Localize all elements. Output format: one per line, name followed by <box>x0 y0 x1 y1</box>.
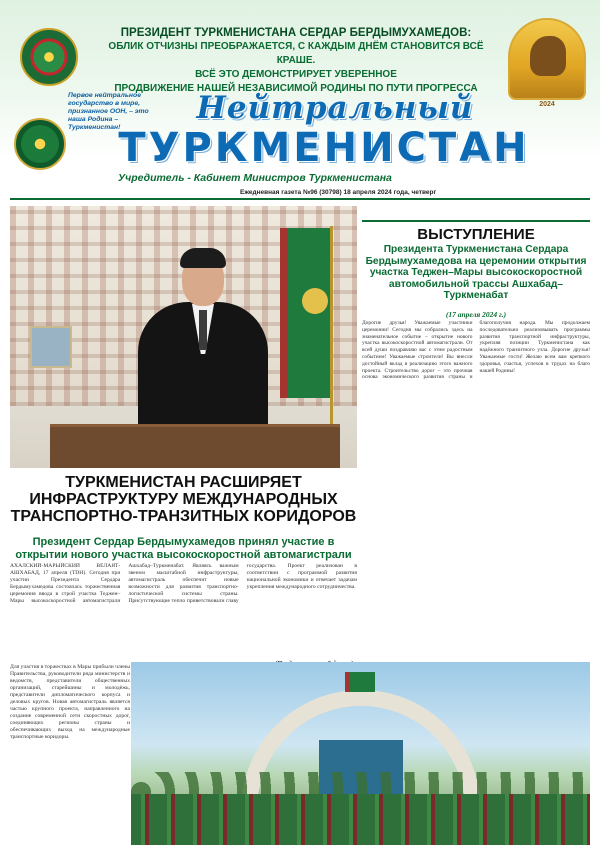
president-photo <box>10 206 357 468</box>
lead-subhead: Президент Сердар Бердымухамедов принял участие в открытии нового участка высокоскоростной автомагистрали <box>15 536 352 561</box>
state-emblem-icon <box>20 28 78 86</box>
speech-subtitle: Президента Туркменистана Сердара Бердымухамедова на церемонии открытия участка Теджен–Мары высокоскоростной автомобильной трассы Ашхабад–Туркменабат <box>365 244 587 301</box>
speech-date: (17 апреля 2024 г.) <box>445 310 507 319</box>
person-tie <box>199 310 207 350</box>
flag-crest-icon <box>302 288 328 314</box>
issue-info: Ежедневная газета №96 (30798) 18 апреля 2024 года, четверг <box>240 189 437 196</box>
year-emblem-icon <box>508 18 586 108</box>
quote-line-3: ВСЁ ЭТО ДЕМОНСТРИРУЕТ УВЕРЕННОЕ <box>195 69 397 80</box>
lead-column: Для участия в торжествах в Мары прибыли члены Правительства, руководители ряда министерств и ведомств, представители общественных организаций, старейшины и молодёжь, представители дипломатического корпуса и деловых кругов. Новая автомагистраль является частью крупного проекта, направленного на создание современной сети скоростных дорог, соединяющих регионы страны и обеспечивающих выход на международные транспортные коридоры. <box>10 664 130 740</box>
founder-line: Учредитель - Кабинет Министров Туркменистана <box>118 172 392 184</box>
lead-body: АХАЛСКИЙ-МАРЫЙСКИЙ ВЕЛАЯТ-АШХАБАД, 17 апреля (TDH). Сегодня при участии Президента Сердара Бердымухамедова состоялась торжественная церемония ввода в строй участка Теджен–Мары высокоскоростной автомагистрали Ашхабад–Туркменабат. Являясь важным звеном масштабной инфраструктуры, автомагистраль обеспечит новые возможности для развития транспортно-логистической системы страны. Присутствующие тепло приветствовали главу государства. Проект реализован в соответствии с программой развития национальной экономики и отвечает задачам укрепления международного сотрудничества. <box>10 563 357 604</box>
ceremony-photo <box>131 662 590 845</box>
presidential-quote <box>96 26 496 96</box>
arch-flag <box>345 672 375 692</box>
presidential-flag <box>280 228 332 398</box>
neutrality-slogan: Первое нейтральное государство в мире, признанное ООН, – это наша Родина – Туркменистан! <box>68 92 149 131</box>
horse-icon <box>530 36 566 76</box>
quote-line-2: ОБЛИК ОТЧИЗНЫ ПРЕОБРАЖАЕТСЯ, С КАЖДЫМ ДНЁМ СТАНОВИТСЯ ВСЁ КРАШЕ. <box>108 41 484 66</box>
framed-picture <box>30 326 72 368</box>
dancers-crowd <box>131 794 590 845</box>
header-divider <box>10 198 590 200</box>
neutrality-emblem-icon <box>14 118 66 170</box>
flag-pole <box>330 226 333 456</box>
lead-headline: ТУРКМЕНИСТАН РАСШИРЯЕТ ИНФРАСТРУКТУРУ МЕЖДУНАРОДНЫХ ТРАНСПОРТНО-ТРАНЗИТНЫХ КОРИДОРОВ <box>10 474 357 525</box>
desk <box>50 424 340 468</box>
speech-title: ВЫСТУПЛЕНИЕ <box>417 226 535 243</box>
person-hair <box>180 248 226 268</box>
masthead-title-line1: Нейтральный <box>196 90 474 126</box>
masthead-title-line2: ТУРКМЕНИСТАН <box>118 125 530 171</box>
year-emblem-caption: 2024 <box>539 101 555 108</box>
speech-body: Дорогие друзья! Уважаемые участники церемонии! Сегодня мы собрались здесь на знаменательное событие – открытие нового участка высокоскоростной автомагистрали. От всей души поздравляю вас с этим радостным событием! Уважаемые строители! Вы внесли достойный вклад в реализацию этого важного проекта. Строительство дорог – это прочная основа экономического развития страны и благополучия народа. Мы продолжаем последовательно реализовывать программы развития транспортной инфраструктуры, укрепляя позиции Туркменистана как надёжного транзитного узла. Дорогие друзья! Уважаемые гости! Желаю всем вам крепкого здоровья, счастья, успехов в трудах на благо нашей Родины! <box>362 320 590 381</box>
quote-line-4: ПРОДВИЖЕНИЕ НАШЕЙ НЕЗАВИСИМОЙ РОДИНЫ ПО ПУТИ ПРОГРЕССА <box>114 83 478 94</box>
quote-line-1: ПРЕЗИДЕНТ ТУРКМЕНИСТАНА СЕРДАР БЕРДЫМУХАМЕДОВ: <box>120 27 472 39</box>
